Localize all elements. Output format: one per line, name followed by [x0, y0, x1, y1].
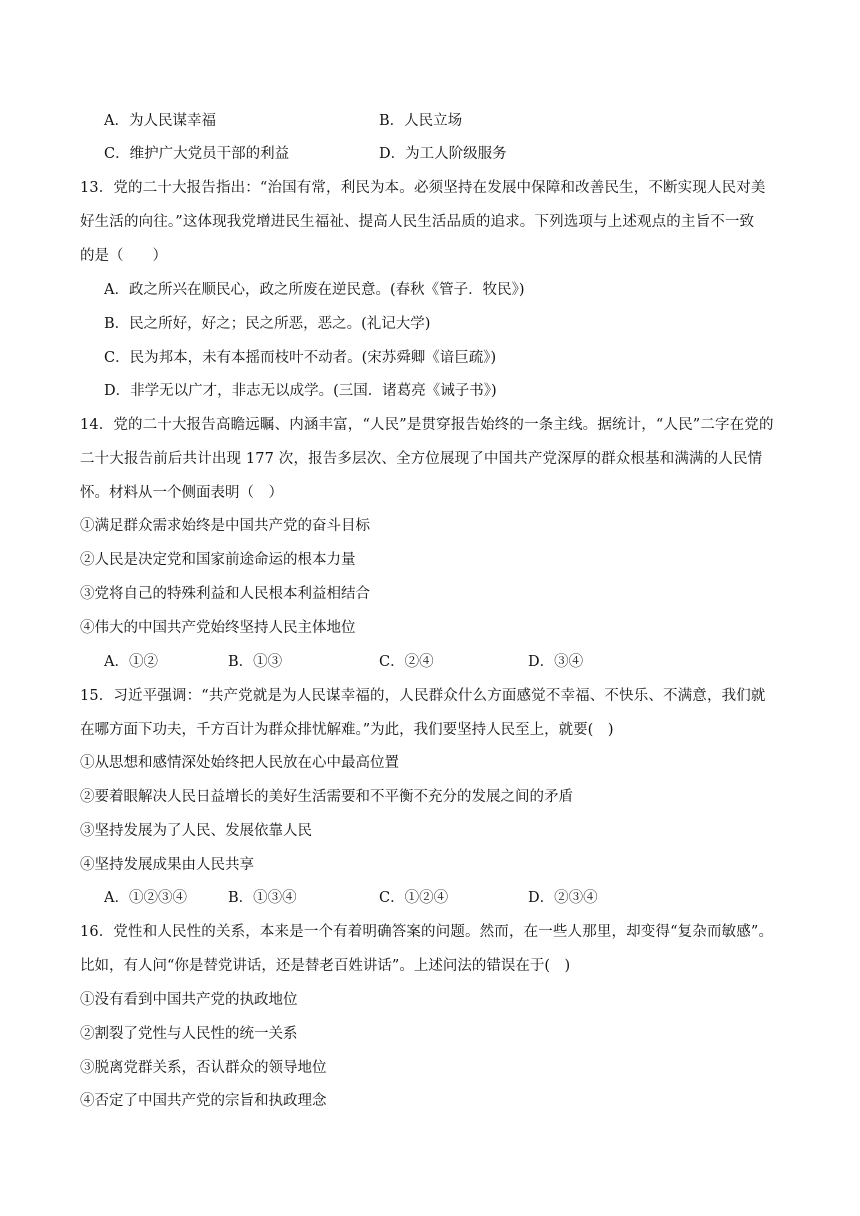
q15-statement-1: ①从思想和感情深处始终把人民放在心中最高位置 — [80, 755, 399, 771]
q13-stem-line3: 的是（ ） — [80, 248, 167, 264]
q14-option-b: B．①③ — [228, 654, 283, 670]
q14-statement-2: ②人民是决定党和国家前途命运的根本力量 — [80, 552, 356, 568]
q14-option-d: D．③④ — [528, 654, 584, 670]
q15-statement-3: ③坚持发展为了人民、发展依靠人民 — [80, 823, 312, 839]
q16-stem-line1: 16．党性和人民性的关系，本来是一个有着明确答案的问题。然而，在一些人那里，却变得“复杂而敏感”。 — [80, 924, 774, 940]
q14-stem-line1: 14．党的二十大报告高瞻远瞩、内涵丰富，“人民”是贯穿报告始终的一条主线。据统计，“人民”二字在党的 — [80, 417, 774, 433]
q16-stem-line2: 比如，有人问“你是替党讲话，还是替老百姓讲话”。上述问法的错误在于( ) — [80, 958, 571, 974]
q13-option-c: C．民为邦本，未有本摇而枝叶不动者。(宋苏舜卿《谙巨疏》) — [104, 350, 497, 366]
q14-stem-line2: 二十大报告前后共计出现 177 次，报告多层次、全方位展现了中国共产党深厚的群众根基和满满的人民情 — [80, 451, 763, 467]
q16-statement-1: ①没有看到中国共产党的执政地位 — [80, 992, 298, 1008]
q14-option-c: C．②④ — [379, 654, 434, 670]
q15-option-c: C．①②④ — [379, 890, 449, 906]
q12-option-a: A．为人民谋幸福 — [104, 113, 216, 129]
q12-option-b: B．人民立场 — [379, 113, 463, 129]
q14-option-a: A．①② — [104, 654, 158, 670]
q15-statement-4: ④坚持发展成果由人民共享 — [80, 857, 254, 873]
q13-stem-line2: 好生活的向往。”这体现我党增进民生福祉、提高人民生活品质的追求。下列选项与上述观点的主旨不一致 — [80, 214, 755, 230]
q14-stem-line3: 怀。材料从一个侧面表明（ ） — [80, 485, 283, 501]
q16-statement-4: ④否定了中国共产党的宗旨和执政理念 — [80, 1093, 327, 1109]
q13-option-a: A．政之所兴在顺民心，政之所废在逆民意。(春秋《管子．牧民》) — [104, 282, 525, 298]
q13-option-b: B．民之所好，好之；民之所恶，恶之。(礼记大学) — [104, 316, 431, 332]
q15-option-d: D．②③④ — [528, 890, 598, 906]
q15-statement-2: ②要着眼解决人民日益增长的美好生活需要和不平衡不充分的发展之间的矛盾 — [80, 789, 573, 805]
q16-statement-2: ②割裂了党性与人民性的统一关系 — [80, 1026, 298, 1042]
q15-option-a: A．①②③④ — [104, 890, 187, 906]
q12-option-d: D．为工人阶级服务 — [379, 146, 507, 162]
q13-stem-line1: 13．党的二十大报告指出：“治国有常，利民为本。必须坚持在发展中保障和改善民生，不断实现人民对美 — [80, 180, 766, 196]
q14-statement-1: ①满足群众需求始终是中国共产党的奋斗目标 — [80, 518, 370, 534]
q15-option-b: B．①③④ — [228, 890, 297, 906]
q12-option-c: C．维护广大党员干部的利益 — [104, 146, 290, 162]
q16-statement-3: ③脱离党群关系，否认群众的领导地位 — [80, 1060, 327, 1076]
q14-statement-3: ③党将自己的特殊利益和人民根本利益相结合 — [80, 586, 370, 602]
q13-option-d: D．非学无以广才，非志无以成学。(三国．诸葛亮《诫子书》) — [104, 383, 497, 399]
q15-stem-line1: 15．习近平强调：“共产党就是为人民谋幸福的，人民群众什么方面感觉不幸福、不快乐、不满意，我们就 — [80, 688, 766, 704]
q15-stem-line2: 在哪方面下功夫，千方百计为群众排忧解难。”为此，我们要坚持人民至上，就要( ) — [80, 722, 614, 738]
q14-statement-4: ④伟大的中国共产党始终坚持人民主体地位 — [80, 620, 356, 636]
